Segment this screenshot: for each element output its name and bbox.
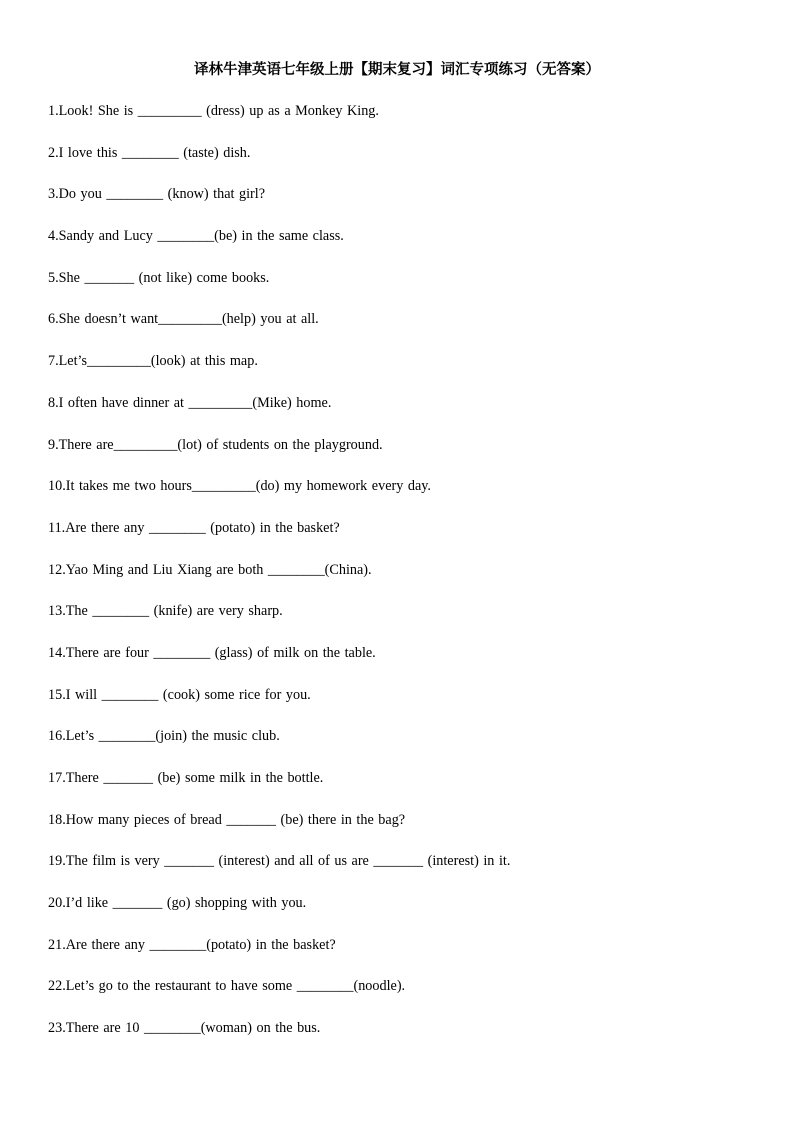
- question-item: 11.Are there any ________ (potato) in the basket?: [48, 519, 340, 536]
- question-item: 17.There _______ (be) some milk in the bottle.: [48, 770, 324, 786]
- question-item: 23.There are 10 ________(woman) on the bus.: [48, 1020, 321, 1037]
- question-item: 5.She _______ (not like) come books.: [48, 269, 270, 286]
- question-item: 1.Look! She is _________ (dress) up as a Monkey King.: [48, 103, 379, 119]
- question-item: 15.I will ________ (cook) some rice for you.: [48, 686, 311, 703]
- question-item: 10.It takes me two hours_________(do) my homework every day.: [48, 478, 431, 495]
- question-item: 4.Sandy and Lucy ________(be) in the same class.: [48, 228, 344, 245]
- question-item: 6.She doesn’t want_________(help) you at all.: [48, 311, 319, 328]
- question-item: 18.How many pieces of bread _______ (be) there in the bag?: [48, 811, 406, 828]
- question-item: 20.I’d like _______ (go) shopping with you.: [48, 895, 307, 912]
- question-item: 14.There are four ________ (glass) of milk on the table.: [48, 644, 376, 661]
- question-item: 3.Do you ________ (know) that girl?: [48, 186, 265, 203]
- question-item: 9.There are_________(lot) of students on the playground.: [48, 436, 383, 453]
- document-title: 译林牛津英语七年级上册【期末复习】词汇专项练习（无答案）: [194, 62, 600, 78]
- question-item: 19.The film is very _______ (interest) and all of us are _______ (interest) in it.: [48, 853, 511, 870]
- question-list: [48, 100, 768, 1059]
- question-item: 7.Let’s_________(look) at this map.: [48, 353, 258, 370]
- question-item: 2.I love this ________ (taste) dish.: [48, 144, 251, 161]
- question-item: 16.Let’s ________(join) the music club.: [48, 728, 280, 745]
- question-item: 8.I often have dinner at _________(Mike) home.: [48, 394, 332, 411]
- question-item: 21.Are there any ________(potato) in the basket?: [48, 936, 336, 953]
- question-item: 22.Let’s go to the restaurant to have some ________(noodle).: [48, 978, 406, 995]
- question-item: 12.Yao Ming and Liu Xiang are both ________(China).: [48, 561, 372, 578]
- question-item: 13.The ________ (knife) are very sharp.: [48, 603, 283, 620]
